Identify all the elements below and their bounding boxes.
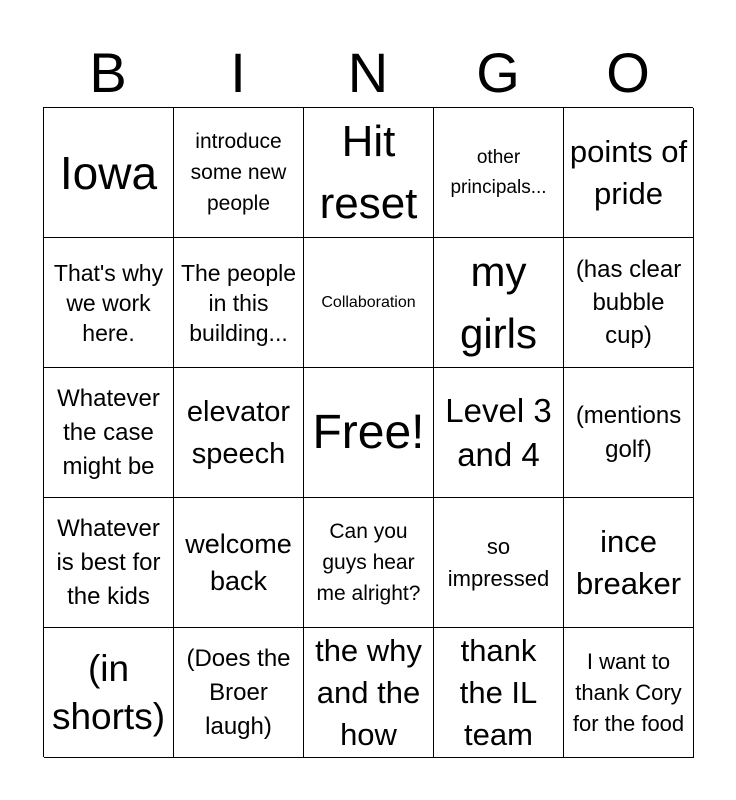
header-letter-g: G [476, 41, 520, 104]
bingo-cell-r1-c4[interactable] [434, 108, 564, 238]
bingo-grid [43, 107, 693, 757]
cell-text: I want to thank Cory for the food [572, 649, 685, 736]
bingo-cell-r2-c5[interactable] [564, 238, 694, 368]
cell-text: Whatever the case might be [57, 384, 160, 480]
bingo-cell-r5-c4[interactable] [434, 628, 564, 758]
cell-text: ince breaker [575, 523, 682, 601]
cell-text: Free! [312, 405, 425, 459]
bingo-cell-r4-c2[interactable] [174, 498, 304, 628]
cell-text: Can you guys hear me alright? [316, 520, 421, 605]
cell-text: (Does the Broer laugh) [186, 644, 291, 740]
bingo-cell-r4-c4[interactable] [434, 498, 564, 628]
bingo-cell-r4-c1[interactable] [44, 498, 174, 628]
cell-text: points of pride [569, 133, 688, 211]
header-letter-n: N [347, 41, 389, 104]
cell-text: welcome back [185, 528, 292, 596]
bingo-cell-r3-c4[interactable] [434, 368, 564, 498]
cell-text: Iowa [59, 146, 158, 199]
bingo-cell-r1-c5[interactable] [564, 108, 694, 238]
cell-text: thank the IL team [459, 632, 538, 752]
cell-text: (in shorts) [51, 647, 166, 737]
cell-text: Hit reset [319, 116, 418, 228]
header-letter-o: O [606, 41, 650, 104]
cell-text: Whatever is best for the kids [56, 514, 161, 610]
bingo-cell-r3-c2[interactable] [174, 368, 304, 498]
bingo-cell-r2-c4[interactable] [434, 238, 564, 368]
cell-text: That's why we work here. [53, 259, 164, 346]
cell-text: the why and the how [315, 632, 422, 752]
bingo-cell-r2-c3[interactable] [304, 238, 434, 368]
bingo-cell-r2-c1[interactable] [44, 238, 174, 368]
bingo-cell-r5-c3[interactable] [304, 628, 434, 758]
bingo-header [43, 40, 693, 106]
bingo-cell-r5-c1[interactable] [44, 628, 174, 758]
bingo-cell-r4-c3[interactable] [304, 498, 434, 628]
cell-text: (has clear bubble cup) [575, 256, 682, 349]
header-letter-b: B [89, 41, 127, 104]
bingo-cell-r1-c1[interactable] [44, 108, 174, 238]
bingo-cell-r1-c2[interactable] [174, 108, 304, 238]
bingo-cell-r2-c2[interactable] [174, 238, 304, 368]
bingo-cell-r1-c3[interactable] [304, 108, 434, 238]
cell-text: so impressed [447, 533, 550, 591]
cell-text: other principals... [450, 146, 547, 198]
cell-text: Level 3 and 4 [445, 391, 552, 473]
header-letter-i: I [230, 41, 246, 104]
bingo-cell-r3-c3[interactable] [304, 368, 434, 498]
bingo-cell-r4-c5[interactable] [564, 498, 694, 628]
cell-text: introduce some new people [190, 130, 287, 215]
bingo-cell-r3-c5[interactable] [564, 368, 694, 498]
bingo-cell-r5-c5[interactable] [564, 628, 694, 758]
cell-text: my girls [459, 247, 537, 357]
cell-text: (mentions golf) [575, 401, 682, 463]
cell-text: The people in this building... [180, 259, 297, 346]
cell-text: Collaboration [321, 293, 416, 311]
bingo-cell-r5-c2[interactable] [174, 628, 304, 758]
bingo-cell-r3-c1[interactable] [44, 368, 174, 498]
cell-text: elevator speech [186, 395, 291, 470]
